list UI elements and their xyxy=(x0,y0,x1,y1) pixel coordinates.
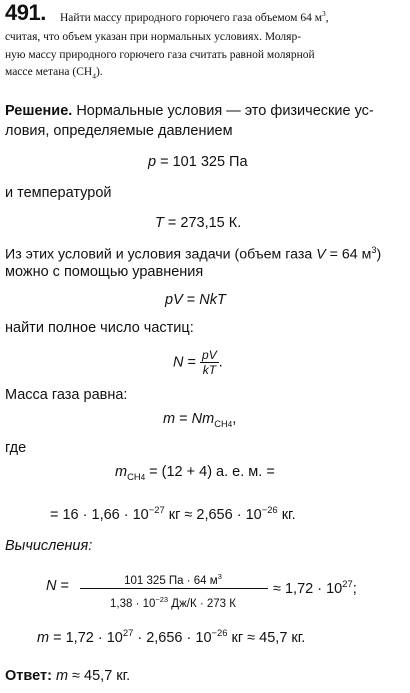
eq-m xyxy=(163,411,236,429)
calc-m xyxy=(37,627,305,646)
answer xyxy=(5,668,130,684)
calc-n-symbol: N xyxy=(46,578,57,594)
eq-mch4-sub: CH xyxy=(127,470,141,482)
calc-n-num-text: 101 325 Па · 64 м xyxy=(124,574,218,587)
answer-value: ≈ 45,7 кг. xyxy=(68,668,131,684)
eq-m-lhs: m xyxy=(163,411,176,427)
eq-m-comma: , xyxy=(232,411,237,427)
eq-mch4-exp1: −27 xyxy=(148,504,165,515)
calc-label xyxy=(5,538,92,554)
from-cond-end: = 64 м xyxy=(325,246,372,263)
eq-m-sub: CH xyxy=(214,417,228,429)
eq-n-lhs: N xyxy=(173,354,184,371)
from-cond-text: Из этих условий и условия задачи (объем газа xyxy=(5,246,317,263)
eq-n-numerator: pV xyxy=(202,348,217,362)
eq-state-equals: = xyxy=(182,292,200,308)
eq-n-equals: = xyxy=(187,354,201,371)
problem-text-4-end: ). xyxy=(95,66,103,78)
calc-n-lhs: N = xyxy=(46,578,69,594)
eq-n-fraction xyxy=(200,348,219,377)
calc-n-den-exp: −23 xyxy=(155,595,169,604)
eq-mch4-line2-a: = 16 · 1,66 · 10 xyxy=(50,506,149,523)
solution-label: Решение. xyxy=(5,103,73,119)
eq-pressure-value: = 101 325 Па xyxy=(156,154,248,170)
from-cond-v: V xyxy=(316,246,326,263)
from-conditions xyxy=(5,245,381,263)
calc-n-den-b: Дж/К · 273 К xyxy=(168,597,236,610)
eq-n-denominator: kT xyxy=(202,363,217,377)
problem-number: 491. xyxy=(5,0,46,25)
solution-intro-2: ловия, определяемые давлением xyxy=(5,123,233,139)
eq-pressure xyxy=(148,154,248,170)
eq-mch4 xyxy=(115,464,275,482)
and-temperature: и температурой xyxy=(5,185,112,201)
eq-state-rhs: NkT xyxy=(199,292,226,308)
problem-line-2: считая, что объем указан при нормальных условиях. Моляр- xyxy=(5,31,302,43)
calc-m-exp2: −26 xyxy=(211,627,228,638)
eq-mch4-lhs: m xyxy=(115,464,128,480)
eq-n-period: . xyxy=(218,354,223,371)
calc-n-num-sup: 3 xyxy=(217,572,222,581)
eq-mch4-line2-c: кг. xyxy=(277,506,296,523)
via-equation: можно с помощью уравнения xyxy=(5,264,204,280)
mass-is: Масса газа равна: xyxy=(5,387,128,403)
calc-n-result-exp: 27 xyxy=(342,578,353,589)
calc-n-den-a: 1,38 · 10 xyxy=(110,597,156,610)
problem-text-1: Найти массу природного горючего газа объемом 64 м xyxy=(60,11,322,24)
eq-m-rhs: Nm xyxy=(191,411,215,427)
calc-n-result xyxy=(273,578,357,597)
problem-line-1 xyxy=(60,5,410,27)
calc-n-result-text: ≈ 1,72 · 10 xyxy=(273,580,343,597)
from-cond-close: ) xyxy=(376,246,382,263)
calc-m-b: = 1,72 · 10 xyxy=(49,629,123,646)
eq-m-equals: = xyxy=(175,411,192,427)
calc-m-d: кг ≈ 45,7 кг. xyxy=(227,629,306,646)
calc-n-fraction-bar xyxy=(80,588,268,589)
eq-m-sub4: 4 xyxy=(227,419,233,429)
eq-mch4-sub4: 4 xyxy=(140,472,146,482)
answer-label: Ответ: xyxy=(5,668,52,684)
calc-n-numerator xyxy=(83,572,263,587)
problem-line-4 xyxy=(5,64,405,85)
where: где xyxy=(5,440,27,456)
problem-sup-1: 3 xyxy=(322,9,326,18)
solution-text-1: Нормальные условия — это физические ус- xyxy=(72,103,374,119)
answer-symbol: m xyxy=(55,668,69,684)
calc-m-exp1: 27 xyxy=(122,627,134,638)
eq-mch4-line2-b: кг ≈ 2,656 · 10 xyxy=(164,506,262,523)
problem-sub-4: 4 xyxy=(92,71,96,81)
eq-temp-value: = 273,15 К. xyxy=(163,215,242,231)
problem-text-4: массе метана (CH xyxy=(5,66,93,78)
calc-m-c: · 2,656 · 10 xyxy=(133,629,212,646)
eq-state xyxy=(165,292,226,308)
eq-mch4-line2 xyxy=(50,504,296,523)
eq-temperature xyxy=(155,215,241,231)
eq-n xyxy=(173,348,223,377)
eq-pressure-symbol: p xyxy=(148,154,157,170)
find-n: найти полное число частиц: xyxy=(5,320,194,336)
eq-mch4-exp2: −26 xyxy=(261,504,278,515)
calc-n-result-end: ; xyxy=(352,580,357,597)
problem-line-3: ную массу природного горючего газа считать равной молярной xyxy=(5,49,315,61)
eq-state-lhs: pV xyxy=(165,292,183,308)
calc-label-text: Вычисления: xyxy=(5,538,93,554)
solution-intro-1 xyxy=(5,103,374,119)
from-cond-sup: 3 xyxy=(371,245,377,255)
eq-temp-symbol: T xyxy=(155,215,164,231)
calc-n-denominator xyxy=(83,595,263,610)
problem-text-1-end: , xyxy=(325,11,329,24)
eq-mch4-rhs: = (12 + 4) а. е. м. = xyxy=(145,464,275,480)
calc-m-symbol: m xyxy=(37,629,50,646)
